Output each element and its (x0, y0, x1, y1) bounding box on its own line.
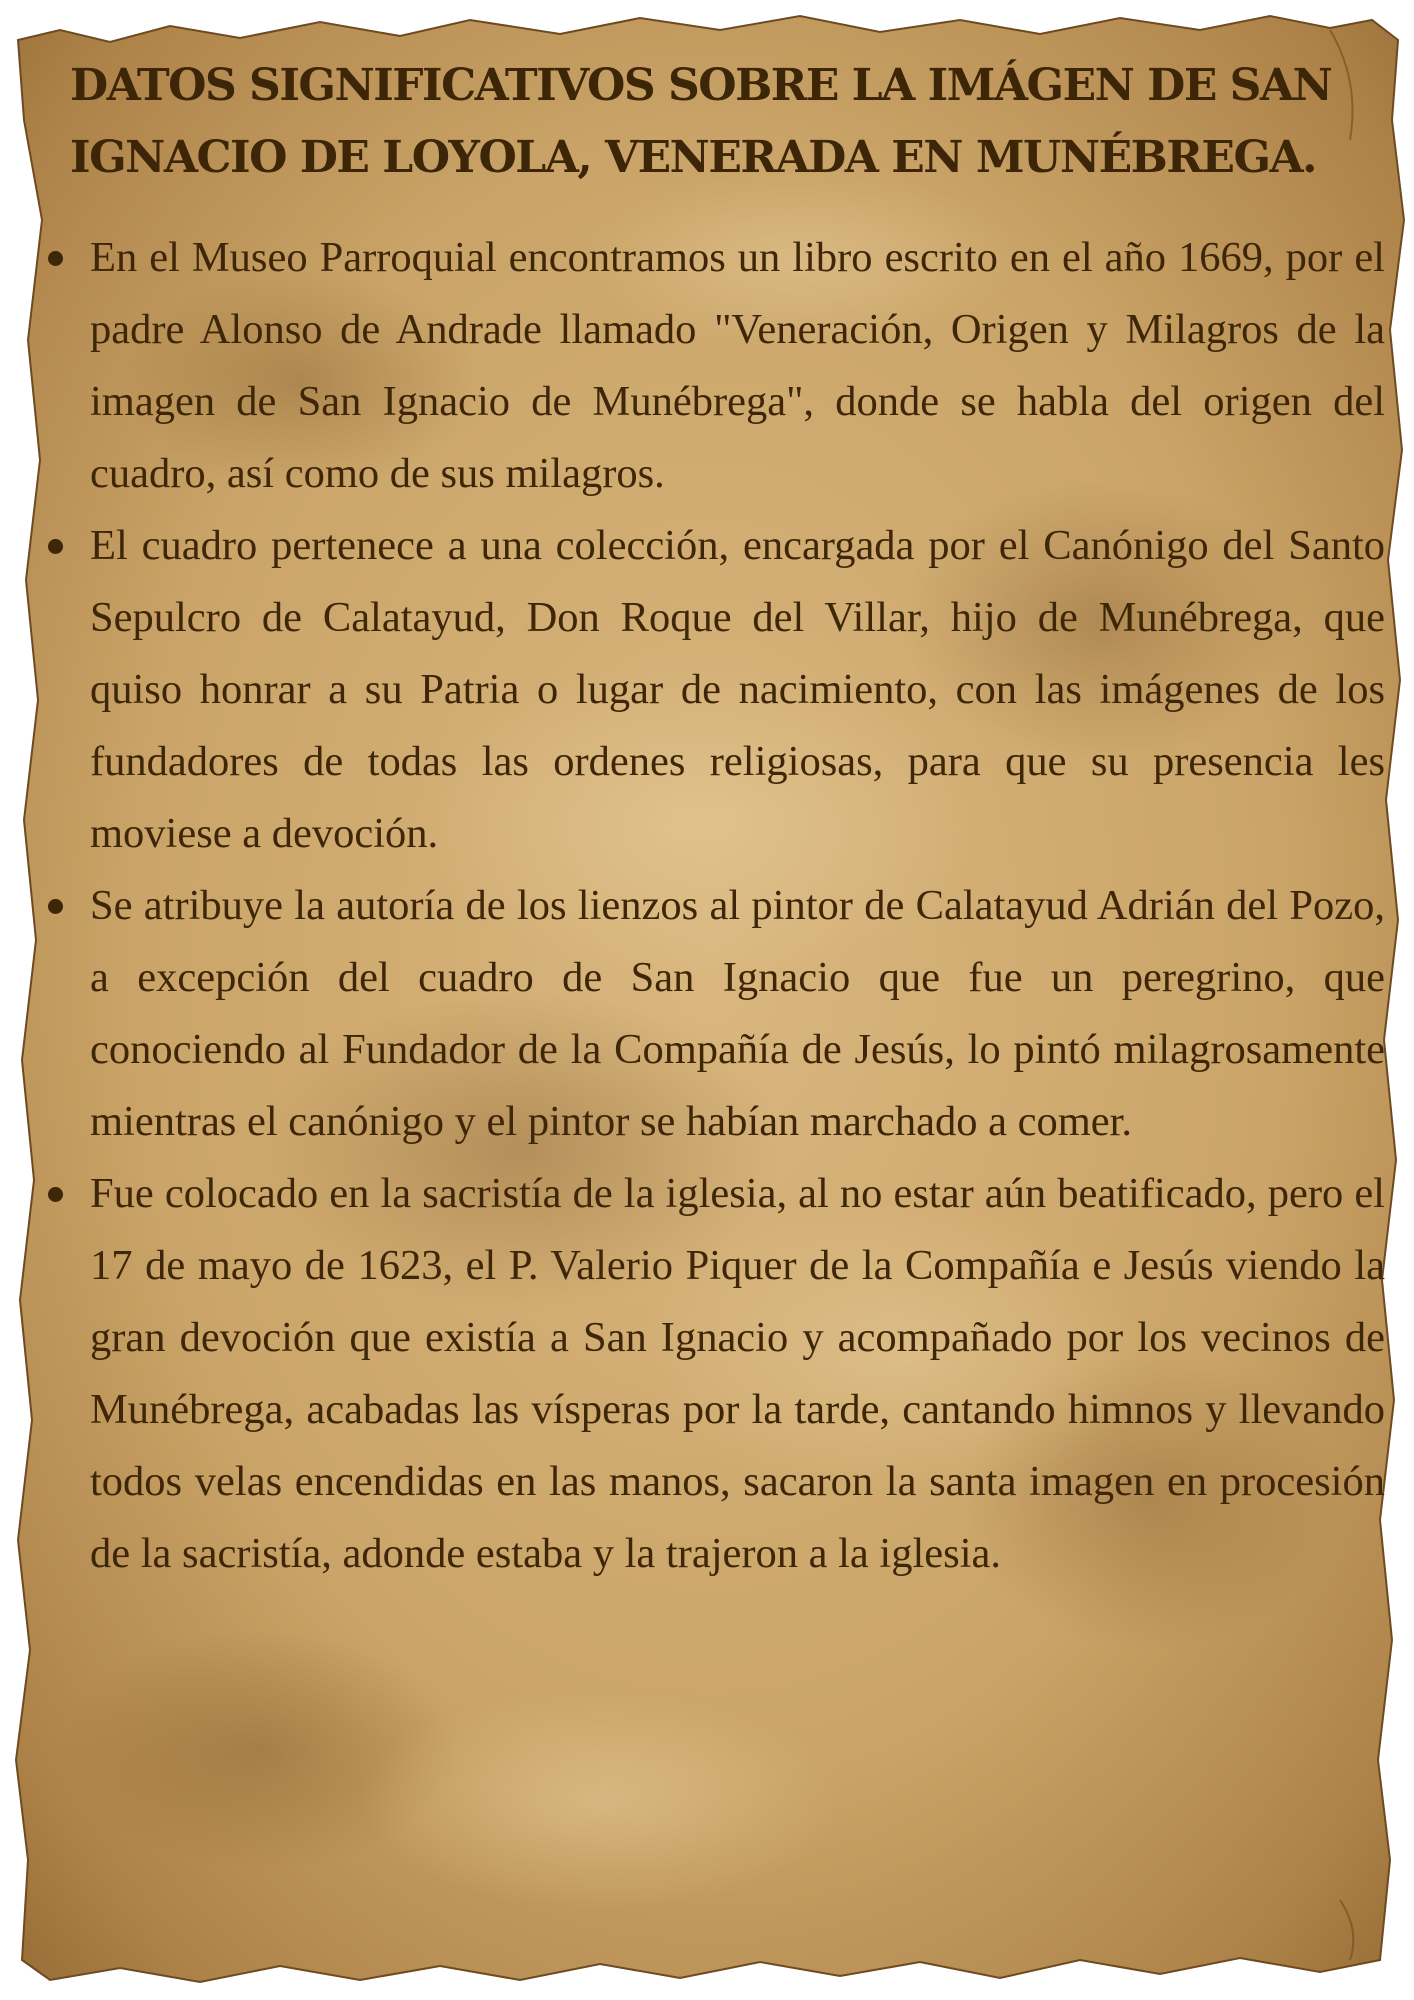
list-item-text: El cuadro pertenece a una colección, encargada por el Canónigo del Santo Sepulcro de Calatayud, Don Roque del Villar, hijo de Munébrega, que quiso honrar a su Patria o lugar de nacimiento, con las imágenes de los fundadores de todas las ordenes religiosas, para que su presencia les moviese a devoción. (90, 522, 1385, 857)
list-item (40, 1158, 1385, 1590)
list-item (40, 870, 1385, 1158)
bullet-icon (48, 251, 63, 266)
bullet-icon (48, 899, 63, 914)
list-item-text: Se atribuye la autoría de los lienzos al pintor de Calatayud Adrián del Pozo, a excepción del cuadro de San Ignacio que fue un peregrino, que conociendo al Fundador de la Compañía de Jesús, lo pintó milagrosamente mientras el canónigo y el pintor se habían marchado a comer. (90, 882, 1385, 1145)
bullet-icon (48, 539, 63, 554)
list-item-text: En el Museo Parroquial encontramos un libro escrito en el año 1669, por el padre Alonso de Andrade llamado "Veneración, Origen y Milagros de la imagen de San Ignacio de Munébrega", donde se habla del origen del cuadro, así como de sus milagros. (90, 234, 1385, 497)
list-item (40, 510, 1385, 870)
list-item-text: Fue colocado en la sacristía de la iglesia, al no estar aún beatificado, pero el 17 de mayo de 1623, el P. Valerio Piquer de la Compañía e Jesús viendo la gran devoción que existía a San Ignacio y acompañado por los vecinos de Munébrega, acabadas las vísperas por la tarde, cantando himnos y llevando todos velas encendidas en las manos, sacaron la santa imagen en procesión de la sacristía, adonde estaba y la trajeron a la iglesia. (90, 1170, 1385, 1577)
list-item (40, 222, 1385, 510)
document-title: DATOS SIGNIFICATIVOS SOBRE LA IMÁGEN DE SAN IGNACIO DE LOYOLA, VENERADA EN MUNÉBREGA. (70, 60, 1332, 183)
bullet-icon (48, 1187, 63, 1202)
facts-list (40, 222, 1385, 1590)
